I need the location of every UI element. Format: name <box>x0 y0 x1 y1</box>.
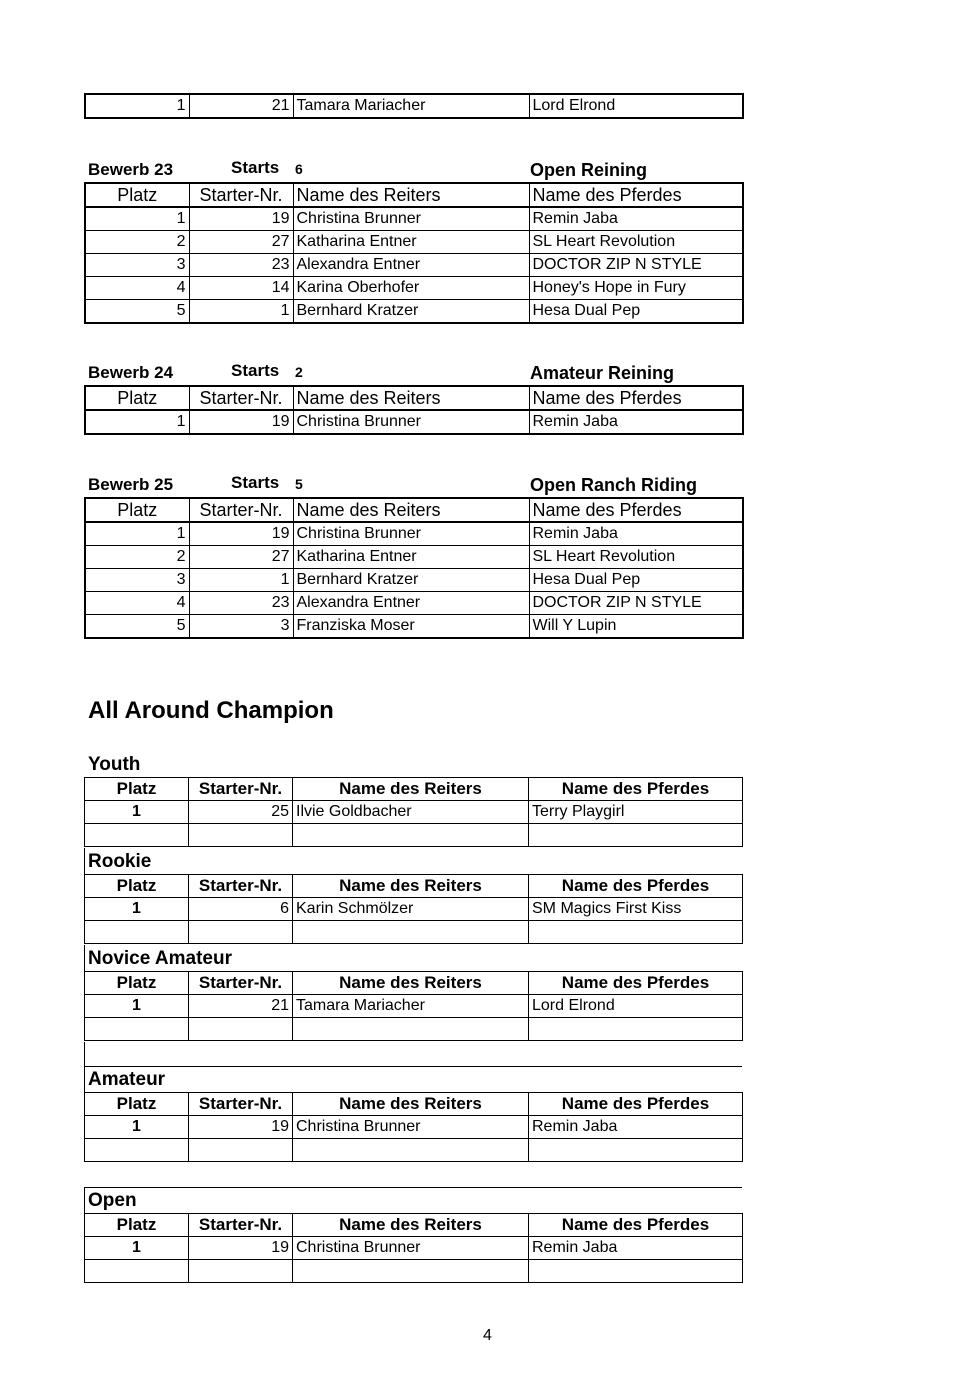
table-row <box>85 995 743 1018</box>
starter-nr-cell: 23 <box>189 592 293 615</box>
page-number: 4 <box>483 1327 492 1344</box>
category-youth-label: Youth <box>88 754 141 775</box>
platz-header: Platz <box>85 498 189 522</box>
table-row <box>85 801 743 824</box>
pferd-cell: Remin Jaba <box>529 1116 743 1139</box>
bewerb-23-starts-value: 6 <box>295 161 303 177</box>
reiter-header: Name des Reiters <box>293 1093 529 1116</box>
pferd-cell: Lord Elrond <box>529 995 743 1018</box>
reiter-header: Name des Reiters <box>293 972 529 995</box>
table-row <box>85 1116 743 1139</box>
table-row-empty <box>85 824 743 847</box>
reiter-cell: Christina Brunner <box>293 1116 529 1139</box>
starter-nr-header: Starter-Nr. <box>189 1214 293 1237</box>
table-header-row <box>85 1093 743 1116</box>
table-row-empty <box>85 921 743 944</box>
reiter-cell: Tamara Mariacher <box>293 94 529 118</box>
pferd-header: Name des Pferdes <box>529 875 743 898</box>
table-row-empty <box>85 1260 743 1283</box>
starter-nr-cell: 23 <box>189 254 293 277</box>
table-header-row <box>85 183 743 207</box>
bewerb-24-label: Bewerb 24 <box>88 363 174 382</box>
table-header-row <box>85 386 743 410</box>
bewerb-25-starts-label: Starts <box>231 473 280 492</box>
category-novice-amateur-table <box>84 971 743 1041</box>
platz-cell: 1 <box>85 1116 189 1139</box>
pferd-cell: SL Heart Revolution <box>529 231 743 254</box>
starter-nr-cell: 19 <box>189 410 293 434</box>
reiter-cell: Katharina Entner <box>293 231 529 254</box>
platz-header: Platz <box>85 778 189 801</box>
starter-nr-cell: 19 <box>189 207 293 231</box>
bewerb-25-table <box>84 497 744 639</box>
starter-nr-cell: 19 <box>189 1116 293 1139</box>
starter-nr-header: Starter-Nr. <box>189 875 293 898</box>
pferd-header: Name des Pferdes <box>529 1093 743 1116</box>
category-open-table <box>84 1213 743 1283</box>
platz-cell: 3 <box>85 569 189 592</box>
starter-nr-cell: 19 <box>189 1237 293 1260</box>
platz-cell: 2 <box>85 231 189 254</box>
table-header-row <box>85 1214 743 1237</box>
reiter-cell: Christina Brunner <box>293 522 529 546</box>
table-header-row <box>85 875 743 898</box>
pferd-cell: SL Heart Revolution <box>529 546 743 569</box>
reiter-cell: Tamara Mariacher <box>293 995 529 1018</box>
table-row-empty <box>85 1139 743 1162</box>
reiter-cell: Karin Schmölzer <box>293 898 529 921</box>
bewerb-24-starts-value: 2 <box>295 364 303 380</box>
reiter-cell: Christina Brunner <box>293 1237 529 1260</box>
starter-nr-header: Starter-Nr. <box>189 1093 293 1116</box>
reiter-cell: Bernhard Kratzer <box>293 569 529 592</box>
starter-nr-cell: 3 <box>189 615 293 639</box>
bewerb-23-table <box>84 182 744 324</box>
starter-nr-header: Starter-Nr. <box>189 972 293 995</box>
pferd-header: Name des Pferdes <box>529 972 743 995</box>
platz-header: Platz <box>85 972 189 995</box>
pferd-cell: Remin Jaba <box>529 207 743 231</box>
category-rookie-table <box>84 874 743 944</box>
platz-cell: 1 <box>85 801 189 824</box>
reiter-cell: Katharina Entner <box>293 546 529 569</box>
table-row <box>85 898 743 921</box>
platz-cell: 1 <box>85 410 189 434</box>
platz-cell: 4 <box>85 592 189 615</box>
section-border <box>84 1042 85 1092</box>
category-rookie-label: Rookie <box>88 851 152 872</box>
pferd-cell: Honey's Hope in Fury <box>529 277 743 300</box>
platz-cell: 1 <box>85 898 189 921</box>
table-row <box>85 569 743 592</box>
reiter-header: Name des Reiters <box>293 183 529 207</box>
bewerb-25-title: Open Ranch Riding <box>530 475 698 495</box>
starter-nr-cell: 27 <box>189 231 293 254</box>
platz-cell: 2 <box>85 546 189 569</box>
pferd-cell: Lord Elrond <box>529 94 743 118</box>
pferd-cell: Remin Jaba <box>529 1237 743 1260</box>
bewerb-25-starts-value: 5 <box>295 476 303 492</box>
platz-cell: 1 <box>85 995 189 1018</box>
table-header-row <box>85 778 743 801</box>
table-row <box>85 410 743 434</box>
bewerb-24-starts-label: Starts <box>231 361 280 380</box>
pferd-header: Name des Pferdes <box>529 1214 743 1237</box>
table-header-row <box>85 498 743 522</box>
table-row <box>85 522 743 546</box>
starter-nr-header: Starter-Nr. <box>189 386 293 410</box>
platz-header: Platz <box>85 1214 189 1237</box>
category-amateur-label: Amateur <box>88 1069 166 1090</box>
table-row <box>85 546 743 569</box>
platz-cell: 1 <box>85 207 189 231</box>
table-row <box>85 592 743 615</box>
starter-nr-cell: 19 <box>189 522 293 546</box>
section-divider <box>84 1187 742 1188</box>
reiter-cell: Karina Oberhofer <box>293 277 529 300</box>
table-row <box>85 207 743 231</box>
reiter-cell: Christina Brunner <box>293 410 529 434</box>
platz-cell: 1 <box>85 1237 189 1260</box>
starter-nr-cell: 14 <box>189 277 293 300</box>
reiter-header: Name des Reiters <box>293 875 529 898</box>
platz-header: Platz <box>85 386 189 410</box>
bewerb-23-title: Open Reining <box>530 160 647 180</box>
table-row <box>85 231 743 254</box>
pferd-cell: Terry Playgirl <box>529 801 743 824</box>
pferd-header: Name des Pferdes <box>529 498 743 522</box>
category-amateur-table <box>84 1092 743 1162</box>
reiter-header: Name des Reiters <box>293 498 529 522</box>
pferd-cell: SM Magics First Kiss <box>529 898 743 921</box>
starter-nr-cell: 1 <box>189 300 293 324</box>
section-divider <box>84 1066 742 1067</box>
carryover-table <box>84 93 744 119</box>
reiter-cell: Ilvie Goldbacher <box>293 801 529 824</box>
category-youth-table <box>84 777 743 847</box>
bewerb-24-table <box>84 385 744 435</box>
pferd-cell: Hesa Dual Pep <box>529 300 743 324</box>
reiter-cell: Christina Brunner <box>293 207 529 231</box>
pferd-header: Name des Pferdes <box>529 183 743 207</box>
platz-header: Platz <box>85 875 189 898</box>
platz-cell: 4 <box>85 277 189 300</box>
reiter-header: Name des Reiters <box>293 1214 529 1237</box>
starter-nr-cell: 1 <box>189 569 293 592</box>
bewerb-25-label: Bewerb 25 <box>88 475 174 494</box>
pferd-cell: DOCTOR ZIP N STYLE <box>529 592 743 615</box>
platz-cell: 1 <box>85 94 189 118</box>
section-border <box>84 848 85 874</box>
platz-cell: 1 <box>85 522 189 546</box>
table-row <box>85 94 743 118</box>
starter-nr-cell: 25 <box>189 801 293 824</box>
pferd-cell: DOCTOR ZIP N STYLE <box>529 254 743 277</box>
table-row-empty <box>85 1018 743 1041</box>
table-header-row <box>85 972 743 995</box>
reiter-cell: Bernhard Kratzer <box>293 300 529 324</box>
starter-nr-cell: 21 <box>189 995 293 1018</box>
starter-nr-header: Starter-Nr. <box>189 498 293 522</box>
section-border <box>84 945 85 971</box>
pferd-cell: Remin Jaba <box>529 410 743 434</box>
platz-cell: 5 <box>85 615 189 639</box>
platz-cell: 5 <box>85 300 189 324</box>
reiter-cell: Franziska Moser <box>293 615 529 639</box>
bewerb-24-title: Amateur Reining <box>530 363 675 383</box>
starter-nr-header: Starter-Nr. <box>189 183 293 207</box>
all-around-title: All Around Champion <box>88 697 334 724</box>
category-novice-amateur-label: Novice Amateur <box>88 948 232 969</box>
pferd-header: Name des Pferdes <box>529 778 743 801</box>
reiter-cell: Alexandra Entner <box>293 254 529 277</box>
reiter-cell: Alexandra Entner <box>293 592 529 615</box>
pferd-cell: Remin Jaba <box>529 522 743 546</box>
section-border <box>84 1187 85 1213</box>
platz-header: Platz <box>85 183 189 207</box>
platz-cell: 3 <box>85 254 189 277</box>
table-row <box>85 1237 743 1260</box>
reiter-header: Name des Reiters <box>293 778 529 801</box>
starter-nr-cell: 21 <box>189 94 293 118</box>
reiter-header: Name des Reiters <box>293 386 529 410</box>
pferd-cell: Will Y Lupin <box>529 615 743 639</box>
bewerb-23-label: Bewerb 23 <box>88 160 174 179</box>
table-row <box>85 615 743 639</box>
platz-header: Platz <box>85 1093 189 1116</box>
starter-nr-cell: 6 <box>189 898 293 921</box>
pferd-cell: Hesa Dual Pep <box>529 569 743 592</box>
table-row <box>85 254 743 277</box>
starter-nr-header: Starter-Nr. <box>189 778 293 801</box>
table-row <box>85 300 743 324</box>
category-open-label: Open <box>88 1190 137 1211</box>
table-row <box>85 277 743 300</box>
starter-nr-cell: 27 <box>189 546 293 569</box>
bewerb-23-starts-label: Starts <box>231 158 280 177</box>
pferd-header: Name des Pferdes <box>529 386 743 410</box>
